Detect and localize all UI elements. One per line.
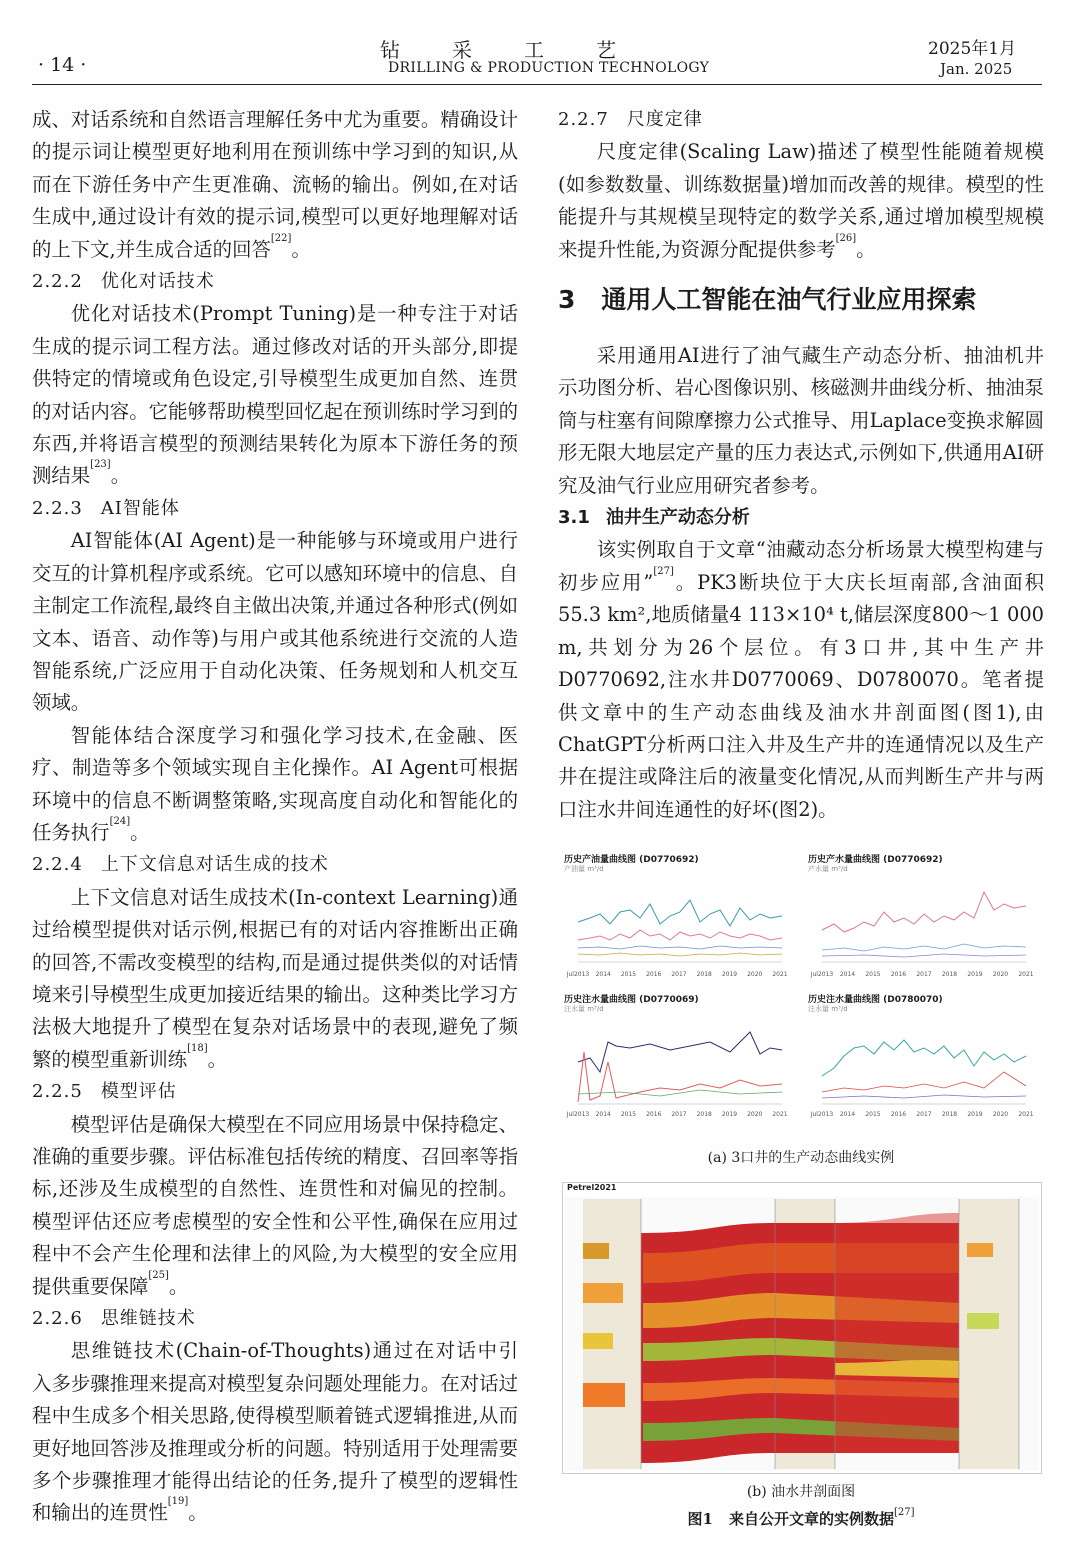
x-tick-label: 2019 bbox=[721, 1111, 738, 1118]
issue-date-cn: 2025年1月 bbox=[928, 39, 1017, 59]
x-tick-label: 2016 bbox=[890, 1111, 907, 1118]
chart-unit: 注水量 m³/d bbox=[564, 1005, 604, 1013]
paragraph: 采用通用AI进行了油气藏生产动态分析、抽油机井示功图分析、岩心图像识别、核磁测井曲线分析、抽油泵筒与柱塞有间隙摩擦力公式推导、用Laplace变换求解圆形无限大地层定产量的压力表达式,示例如下,供通用AI研究及油气行业应用研究者参考。 bbox=[558, 344, 1044, 497]
x-tick-label: 2015 bbox=[865, 1111, 881, 1118]
x-tick-label: 2018 bbox=[941, 971, 958, 978]
x-tick-label: 2020 bbox=[747, 1111, 763, 1118]
x-tick-label: Jul2013 bbox=[566, 1111, 590, 1118]
chart-unit: 注水量 m³/d bbox=[808, 1005, 848, 1013]
chart-unit: 产水量 m³/d bbox=[808, 865, 848, 873]
chart-unit: 产油量 m³/d bbox=[564, 865, 604, 873]
x-tick-label: 2018 bbox=[941, 1111, 958, 1118]
x-tick-label: 2016 bbox=[890, 971, 907, 978]
chapter-heading: 3 通用人工智能在油气行业应用探索 bbox=[558, 285, 977, 315]
figure-1b bbox=[562, 1182, 1042, 1474]
petrel-label: Petrel2021 bbox=[567, 1183, 617, 1192]
section-heading: 2.2.6 思维链技术 bbox=[32, 1308, 196, 1330]
paragraph: 智能体结合深度学习和强化学习技术,在金融、医疗、制造等多个领域实现自主化操作。AI Agent可根据环境中的信息不断调整策略,实现高度自动化和智能化的任务执行[24]。 bbox=[32, 723, 518, 844]
figure-1-caption bbox=[560, 1508, 1042, 1529]
x-tick-label: 2018 bbox=[696, 971, 712, 978]
x-tick-label: 2014 bbox=[595, 971, 611, 978]
figure-ref: [27] bbox=[893, 1507, 915, 1518]
x-tick-label: Jul2013 bbox=[810, 971, 834, 978]
header-rule bbox=[32, 84, 1042, 85]
x-tick-label: 2014 bbox=[595, 1111, 611, 1118]
chart-title: 历史注水量曲线图 (D0770069) bbox=[564, 995, 699, 1005]
paragraph: AI智能体(AI Agent)是一种能够与环境或用户进行交互的计算机程序或系统。它可以感知环境中的信息、自主制定工作流程,最终自主做出决策,并通过各种形式(例如文本、语音、动作等)与用户或其他系统进行交流的人造智能系统,广泛应用于自动化决策、任务规划和人机交互领域。 bbox=[32, 529, 518, 715]
paragraph: 该实例取自于文章“油藏动态分析场景大模型构建与初步应用”[27]。PK3断块位于大庆长垣南部,含油面积55.3 km²,地质储量4 113×10⁴ t,储层深度800～1 000 m,共划分为26个层位。有3口井,其中生产井D0770692,注水井D0770069、D0780070。笔者提供文章中的生产动态曲线及油水井剖面图(图1),由ChatGPT分析两口注入井及生产井的连通情况以及生产井在提注或降注后的液量变化情况,从而判断生产井与两口注水井间连通性的好坏(图2)。 bbox=[558, 538, 1044, 821]
journal-title-en: DRILLING & PRODUCTION TECHNOLOGY bbox=[388, 60, 710, 76]
section-heading: 2.2.7 尺度定律 bbox=[558, 109, 703, 130]
figure-caption-b: (b) 油水井剖面图 bbox=[746, 1484, 856, 1500]
x-tick-label: 2015 bbox=[620, 1111, 637, 1118]
x-tick-label: 2018 bbox=[696, 1111, 712, 1118]
figure-caption-a: (a) 3口井的生产动态曲线实例 bbox=[707, 1150, 895, 1166]
x-tick-label: 2019 bbox=[967, 1111, 983, 1118]
x-tick-label: 2021 bbox=[772, 1111, 788, 1118]
x-tick-label: 2021 bbox=[1018, 971, 1034, 978]
x-tick-label: 2021 bbox=[772, 971, 788, 978]
paragraph: 上下文信息对话生成技术(In-context Learning)通过给模型提供对话示例,根据已有的对话内容推断出正确的回答,不需改变模型的结构,而是通过提供类似的对话情境来引导模型生成更加接近结果的输出。这种类比学习方法极大地提升了模型在复杂对话场景中的表现,避免了频繁的模型重新训练[18]。 bbox=[32, 885, 518, 1071]
chart-title: 历史产油量曲线图 (D0770692) bbox=[564, 855, 699, 865]
right-column bbox=[558, 104, 1044, 826]
x-tick-label: 2015 bbox=[865, 971, 881, 978]
paragraph: 思维链技术(Chain-of-Thoughts)通过在对话中引入多步骤推理来提高对模型复杂问题处理能力。在对话过程中生成多个相关思路,使得模型顺着链式逻辑推进,从而更好地回答涉及推理或分析的问题。特别适用于处理需要多个步骤推理才能得出结论的任务,提升了模型的逻辑性和输出的连贯性[19]。 bbox=[32, 1339, 518, 1525]
x-tick-label: 2017 bbox=[916, 971, 932, 978]
journal-title-cn: 钻采工艺 bbox=[380, 38, 668, 62]
page-number: · 14 · bbox=[38, 54, 87, 76]
injection-chart-d0770069 bbox=[560, 992, 796, 1124]
chart-title: 历史产水量曲线图 (D0770692) bbox=[808, 855, 943, 865]
x-tick-label: Jul2013 bbox=[566, 971, 590, 978]
x-tick-label: 2016 bbox=[646, 1111, 662, 1118]
section-heading: 2.2.4 上下文信息对话生成的技术 bbox=[32, 854, 329, 876]
section-heading: 2.2.5 模型评估 bbox=[32, 1081, 177, 1103]
issue-date-en: Jan. 2025 bbox=[940, 60, 1013, 78]
page-header bbox=[0, 0, 1080, 86]
section-heading: 2.2.2 优化对话技术 bbox=[32, 271, 215, 293]
water-production-chart bbox=[804, 852, 1042, 984]
x-tick-label: 2014 bbox=[839, 1111, 856, 1118]
paragraph: 成、对话系统和自然语言理解任务中尤为重要。精确设计的提示词让模型更好地利用在预训练中学习到的知识,从而在下游任务中产生更准确、流畅的输出。例如,在对话生成中,通过设计有效的提示词,模型可以更好地理解对话的上下文,并生成合适的回答[22]。 bbox=[32, 108, 518, 261]
x-tick-label: 2017 bbox=[671, 1111, 687, 1118]
section-heading: 2.2.3 AI智能体 bbox=[32, 497, 180, 519]
x-tick-label: 2014 bbox=[839, 971, 856, 978]
x-tick-label: 2019 bbox=[967, 971, 983, 978]
figure-label: 图1 bbox=[687, 1510, 713, 1528]
subsection-heading: 3.1 油井生产动态分析 bbox=[558, 507, 750, 529]
x-tick-label: 2020 bbox=[992, 971, 1009, 978]
paragraph: 尺度定律(Scaling Law)描述了模型性能随着规模(如参数数量、训练数据量)增加而改善的规律。模型的性能提升与其规模呈现特定的数学关系,通过增加模型规模来提升性能,为资源分配提供参考[26]。 bbox=[558, 140, 1044, 261]
injection-chart-d0780070 bbox=[804, 992, 1042, 1124]
well-profile-graphic bbox=[563, 1183, 1041, 1473]
left-column bbox=[32, 104, 518, 1530]
x-tick-label: Jul2013 bbox=[810, 1111, 834, 1118]
x-tick-label: 2016 bbox=[646, 971, 662, 978]
paragraph: 优化对话技术(Prompt Tuning)是一种专注于对话生成的提示词工程方法。通过修改对话的开头部分,即提供特定的情境或角色设定,引导模型生成更加自然、连贯的对话内容。它能够帮助模型回忆起在预训练时学习到的东西,并将语言模型的预测结果转化为原本下游任务的预测结果[23]。 bbox=[32, 302, 518, 488]
x-tick-label: 2020 bbox=[747, 971, 763, 978]
x-tick-label: 2019 bbox=[721, 971, 738, 978]
x-tick-label: 2020 bbox=[992, 1111, 1009, 1118]
figure-1a bbox=[560, 852, 1042, 1127]
x-tick-label: 2017 bbox=[916, 1111, 932, 1118]
chart-title: 历史注水量曲线图 (D0780070) bbox=[808, 995, 943, 1005]
figure-title: 来自公开文章的实例数据 bbox=[728, 1510, 894, 1528]
x-tick-label: 2017 bbox=[671, 971, 687, 978]
x-tick-label: 2015 bbox=[620, 971, 637, 978]
x-tick-label: 2021 bbox=[1018, 1111, 1034, 1118]
oil-production-chart bbox=[560, 852, 796, 984]
paragraph: 模型评估是确保大模型在不同应用场景中保持稳定、准确的重要步骤。评估标准包括传统的精度、召回率等指标,还涉及生成模型的自然性、连贯性和对偏见的控制。模型评估还应考虑模型的安全性和公平性,确保在应用过程中不会产生伦理和法律上的风险,为大模型的安全应用提供重要保障[25]。 bbox=[32, 1112, 518, 1298]
